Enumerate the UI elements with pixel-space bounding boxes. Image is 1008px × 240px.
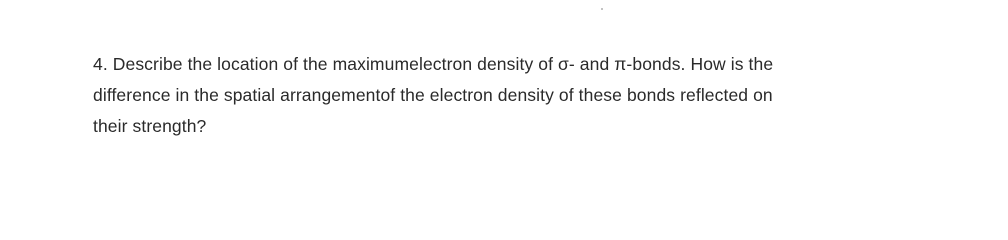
question-line-1: 4. Describe the location of the maximumelectron density of σ- and π-bonds. How is the (93, 54, 774, 74)
scan-speck (601, 8, 603, 10)
question-line-3: their strength? (93, 116, 207, 136)
question-line-2: difference in the spatial arrangementof the electron density of these bonds reflected on (93, 85, 773, 105)
question-text (93, 49, 973, 142)
